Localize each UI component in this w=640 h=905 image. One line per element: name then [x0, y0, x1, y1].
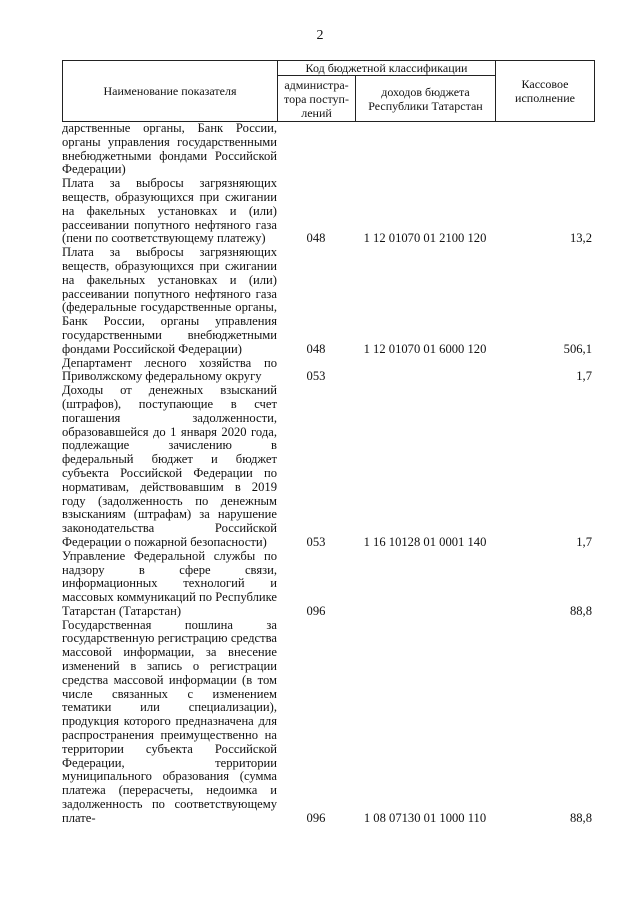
- row-name: Государственная пошлина за государственную регистрацию средства массовой информации, за внесение изменений в запись о регистрации средства массовой информации (в том числе связанных с изменением тематики или специализации), продукция которого предназначена для распространения преимущественно на территории субъекта Российской Федерации, территории муниципального образования (сумма платежа (перерасчеты, недоимка и задолженность по соответствующему плате-: [62, 617, 277, 825]
- table-header: [62, 60, 595, 122]
- row-admin-code: 053: [306, 534, 326, 549]
- table-body: [62, 122, 594, 826]
- header-income-column: доходов бюджета Республики Татарстан: [356, 76, 496, 122]
- row-income-code: 1 12 01070 01 2100 120: [363, 231, 487, 246]
- row-admin-code: 048: [306, 341, 326, 356]
- row-income-code: 1 16 10128 01 0001 140: [363, 534, 487, 549]
- row-value: 506,1: [563, 341, 592, 356]
- row-value: [495, 122, 594, 177]
- row-name: Плата за выбросы загрязняющих веществ, образующихся при сжигании на факельных установках и (или) рассеивании попутного нефтяного газа (федеральные государственные органы, Банк России, органы управления государственными внебюджетными фондами Российской Федерации): [62, 245, 277, 356]
- header-name-column: Наименование показателя: [63, 61, 278, 122]
- page-number: 2: [316, 28, 324, 43]
- row-admin-code: 096: [306, 810, 326, 825]
- row-admin-code: 096: [306, 603, 326, 618]
- table-row: [62, 357, 594, 385]
- row-name: Департамент лесного хозяйства по Приволжскому федеральному округу: [62, 355, 277, 384]
- table-row: [62, 122, 594, 177]
- row-value: 1,7: [576, 534, 592, 549]
- header-code-group: Код бюджетной классификации: [278, 61, 496, 76]
- header-admin-column: администра-тора поступ-лений: [278, 76, 356, 122]
- table-row: [62, 246, 594, 356]
- row-income-code: 1 12 01070 01 6000 120: [363, 341, 487, 356]
- row-name: дарственные органы, Банк России, органы управления государственными внебюджетными фондами Российской Федерации): [62, 121, 277, 177]
- row-value: 1,7: [576, 369, 592, 384]
- row-name: Управление Федеральной службы по надзору в сфере связи, информационных технологий и массовых коммуникаций по Республике Татарстан (Татарстан): [62, 548, 277, 618]
- table-row: [62, 550, 594, 619]
- table-row: [62, 619, 594, 826]
- row-income-code: 1 08 07130 01 1000 110: [363, 810, 487, 825]
- table-row: [62, 177, 594, 246]
- row-name: Доходы от денежных взысканий (штрафов), поступающие в счет погашения задолженности, образовавшейся до 1 января 2020 года, подлежащие зачислению в федеральный бюджет и бюджет субъекта Российской Федерации по нормативам, действовавшим в 2019 году (задолженность по денежным взысканиям (штрафам) за нарушение законодательства Российской Федерации о пожарной безопасности): [62, 383, 277, 549]
- header-execution-column: Кассовое исполнение: [496, 61, 595, 122]
- row-admin-code: 048: [306, 231, 326, 246]
- row-value: 88,8: [569, 810, 592, 825]
- row-value: 13,2: [569, 231, 592, 246]
- row-value: 88,8: [569, 603, 592, 618]
- row-name: Плата за выбросы загрязняющих веществ, образующихся при сжигании на факельных установках и (или) рассеивании попутного нефтяного газа (пени по соответствующему платежу): [62, 176, 277, 246]
- row-admin-code: 053: [306, 369, 326, 384]
- table-row: [62, 384, 594, 550]
